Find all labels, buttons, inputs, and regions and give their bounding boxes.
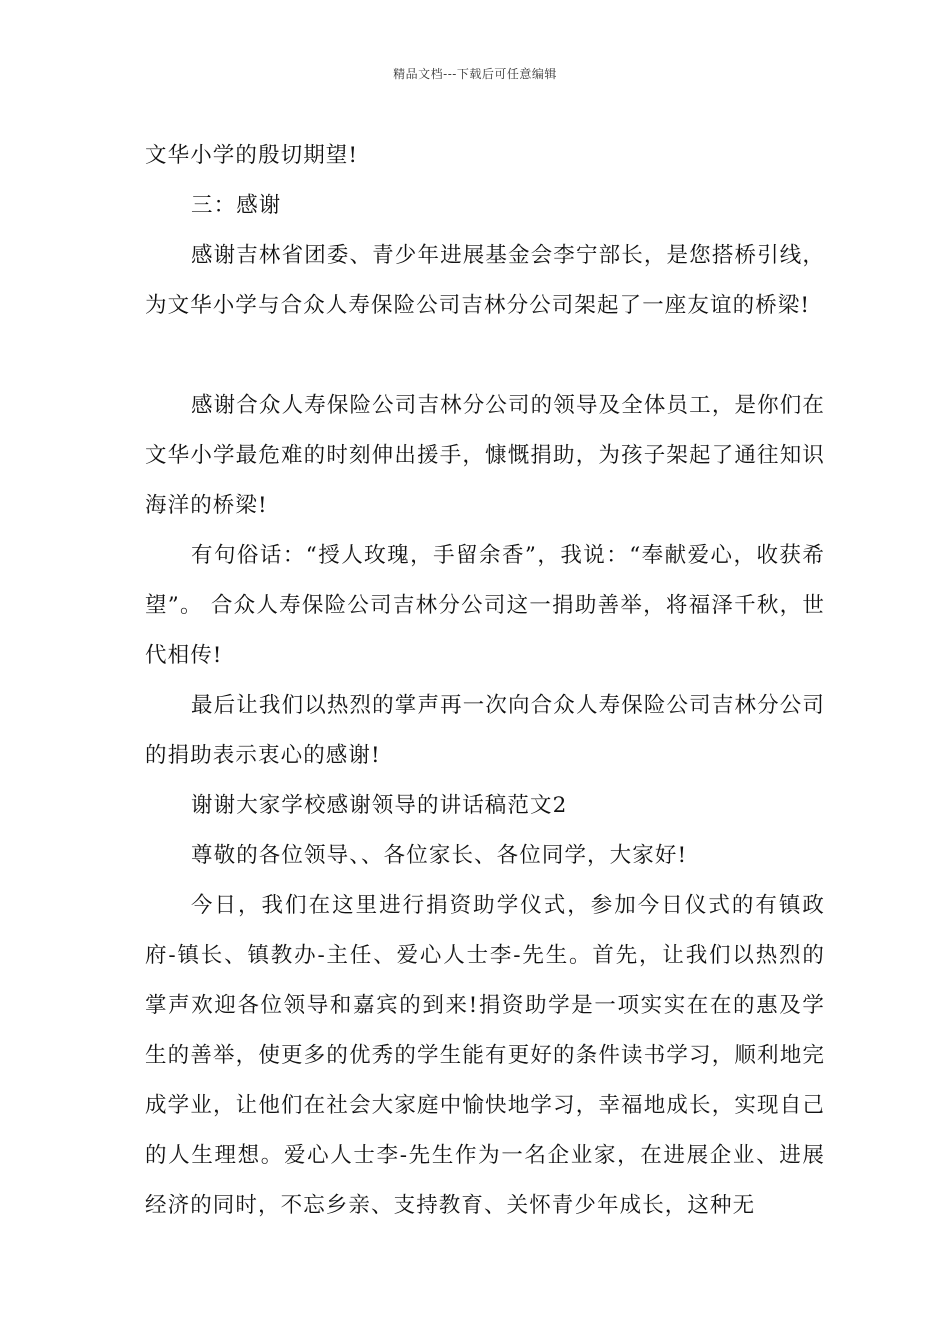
document-body [145, 131, 825, 1231]
paragraph-4: 有句俗话：“授人玫瑰，手留余香”，我说：“奉献爱心，收获希望”。 合众人寿保险公司吉林分公司这一捐助善举，将福泽千秋，世代相传! [145, 543, 825, 668]
salutation: 尊敬的各位领导、、各位家长、各位同学，大家好! [191, 843, 688, 868]
paragraph-3: 感谢合众人寿保险公司吉林分公司的领导及全体员工，是你们在文华小学最危难的时刻伸出援手，慷慨捐助，为孩子架起了通往知识海洋的桥梁! [145, 393, 825, 518]
document-title-2: 谢谢大家学校感谢领导的讲话稿范文2 [191, 793, 568, 818]
blank-line [145, 331, 825, 381]
page-header: 精品文档---下载后可任意编辑 [393, 67, 557, 81]
paragraph-6: 今日，我们在这里进行捐资助学仪式，参加今日仪式的有镇政府-镇长、镇教办-主任、爱心人士李-先生。首先，让我们以热烈的掌声欢迎各位领导和嘉宾的到来!捐资助学是一项实实在在的惠及学生的善举，使更多的优秀的学生能有更好的条件读书学习，顺利地完成学业，让他们在社会大家庭中愉快地学习，幸福地成长，实现自己的人生理想。爱心人士李-先生作为一名企业家，在进展企业、进展经济的同时，不忘乡亲、支持教育、关怀青少年成长，这种无 [145, 893, 825, 1218]
paragraph-5: 最后让我们以热烈的掌声再一次向合众人寿保险公司吉林分公司的捐助表示衷心的感谢! [145, 693, 825, 768]
section-heading-thanks: 三：感谢 [191, 193, 282, 218]
paragraph-2: 感谢吉林省团委、青少年进展基金会李宁部长，是您搭桥引线，为文华小学与合众人寿保险公司吉林分公司架起了一座友谊的桥梁! [145, 243, 825, 318]
paragraph-1: 文华小学的殷切期望! [145, 143, 359, 168]
